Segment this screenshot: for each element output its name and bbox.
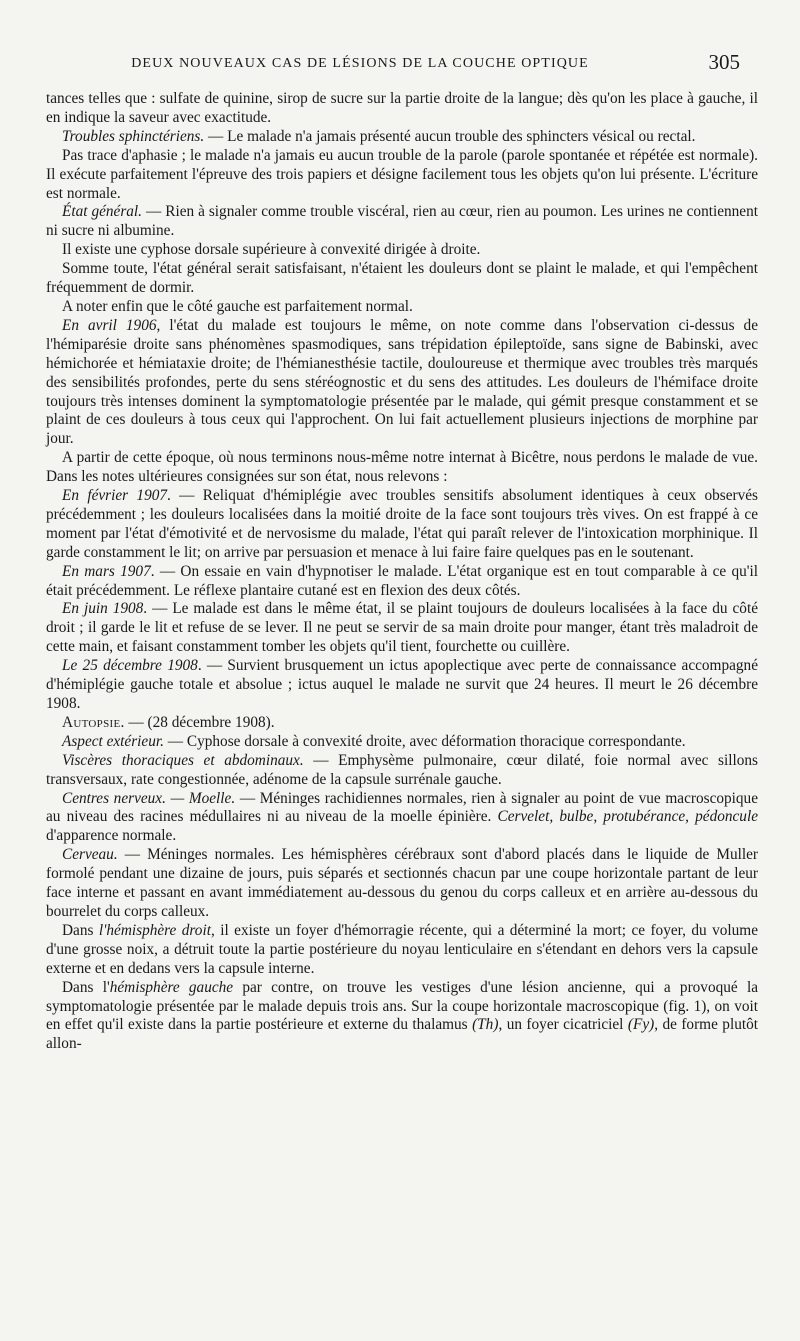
paragraph: En juin 1908. — Le malade est dans le même état, il se plaint toujours de douleurs localisées à la face du côté droit ; il garde le lit et refuse de se lever. Il ne peut se servir de sa main droite pour manger, étant très maladroit de cette main, et faisant constamment tomber les objets qu'il tient, fourchette ou cuillère. — [46, 600, 758, 656]
italic-term: l'hémisphère droit — [98, 921, 211, 939]
paragraph: Autopsie. — (28 décembre 1908). — [62, 713, 275, 731]
date-lead: En juin 1908 — [62, 600, 144, 618]
date-lead: En avril 1906 — [62, 316, 157, 334]
paragraph: tances telles que : sulfate de quinine, sirop de sucre sur la partie droite de la langue; dès qu'on les place à gauche, il en indique la saveur avec exactitude. — [46, 90, 758, 126]
paragraph: Troubles sphinctériens. — Le malade n'a jamais présenté aucun trouble des sphincters vésical ou rectal. — [62, 127, 696, 145]
page-header — [46, 50, 754, 78]
paragraph: Le 25 décembre 1908. — Survient brusquement un ictus apoplectique avec perte de connaissance accompagné d'hémiplégie gauche totale et absolue ; ictus auquel le malade ne survit que 24 heures. Il meurt le 26 décembre 1908. — [46, 657, 758, 712]
paragraph: A noter enfin que le côté gauche est parfaitement normal. — [62, 297, 413, 315]
section-lead: Centres nerveux. — Moelle. — [62, 789, 236, 807]
running-title: DEUX NOUVEAUX CAS DE LÉSIONS DE LA COUCHE OPTIQUE — [131, 56, 589, 71]
paragraph: Dans l'hémisphère gauche par contre, on trouve les vestiges d'une lésion ancienne, qui a provoqué la symptomatologie présentée par le malade depuis trois ans. Sur la coupe horizontale macroscopique (fig. 1), on voit en effet qu'il existe dans la partie postérieure et externe du thalamus (Th), un foyer cicatriciel (Fy), de forme plutôt allon- — [46, 978, 758, 1053]
body-text — [46, 90, 758, 1054]
paragraph: Centres nerveux. — Moelle. — Méninges rachidiennes normales, rien à signaler au point de vue macroscopique au niveau des racines médullaires ni au niveau de la moelle épinière. Cervelet, bulbe, protubérance, pédoncule d'apparence normale. — [46, 789, 758, 845]
section-lead: État général. — [62, 203, 143, 221]
date-lead: En février 1907 — [62, 487, 168, 505]
paragraph: Viscères thoraciques et abdominaux. — Emphysème pulmonaire, cœur dilaté, foie normal avec sillons transversaux, rate congestionnée, adénome de la capsule surrénale gauche. — [46, 751, 758, 788]
section-lead: Troubles sphinctériens. — [62, 127, 205, 145]
paragraph: Cerveau. — Méninges normales. Les hémisphères cérébraux sont d'abord placés dans le liquide de Muller formolé pendant une dizaine de jours, puis séparés et sectionnés chacun par une coupe horizontale partant de leur face interne et passant en avant immédiatement au-dessous du genou du corps calleux et en arrière au-dessous du bourrelet du corps calleux. — [46, 846, 758, 920]
section-lead: Aspect extérieur. — [62, 732, 164, 750]
figure-label: (Th) — [472, 1016, 499, 1034]
paragraph: En février 1907. — Reliquat d'hémiplégie avec troubles sensitifs absolument identiques à ceux observés précédemment ; les douleurs localisées dans la moitié droite de la face sont toujours très vives. On est frappé à ce moment par l'état d'émotivité et de nervosisme du malade, l'état qui paraît relever de l'intoxication morphinique. Il garde constamment le lit; on arrive par persuasion et menace à lui faire faire quelques pas en le soutenant. — [46, 487, 758, 561]
paragraph: Dans l'hémisphère droit, il existe un foyer d'hémorragie récente, qui a déterminé la mort; ce foyer, du volume d'une grosse noix, a détruit toute la partie postérieure du noyau lenticulaire en s'étendant en dehors vers la capsule externe et en dedans vers la capsule interne. — [46, 921, 758, 977]
date-lead: Le 25 décembre 1908 — [62, 657, 198, 675]
section-lead: Viscères thoraciques et abdominaux. — [62, 751, 304, 769]
paragraph: Somme toute, l'état général serait satisfaisant, n'étaient les douleurs dont se plaint le malade, et qui l'empêchent fréquemment de dormir. — [46, 260, 758, 297]
figure-label: (Fy) — [627, 1016, 655, 1034]
paragraph: État général. — Rien à signaler comme trouble viscéral, rien au cœur, rien au poumon. Les urines ne contiennent ni sucre ni albumine. — [46, 203, 758, 240]
paragraph: En mars 1907. — On essaie en vain d'hypnotiser le malade. L'état organique est en tout comparable à ce qu'il était précédemment. Le réflexe plantaire cutané est en flexion des deux côtés. — [46, 562, 758, 599]
paragraph: A partir de cette époque, où nous terminons nous-même notre internat à Bicêtre, nous perdons le malade de vue. Dans les notes ultérieures consignées sur son état, nous relevons : — [46, 449, 758, 486]
italic-list: Cervelet, bulbe, protubérance, pédoncule — [497, 808, 758, 826]
page-number: 305 — [708, 50, 740, 74]
section-lead: Autopsie. — [62, 713, 125, 731]
paragraph: Il existe une cyphose dorsale supérieure à convexité dirigée à droite. — [62, 241, 481, 259]
italic-term: hémisphère gauche — [109, 978, 234, 996]
paragraph: Aspect extérieur. — Cyphose dorsale à convexité droite, avec déformation thoracique correspondante. — [62, 732, 686, 750]
section-lead: Cerveau. — [62, 846, 118, 864]
date-lead: En mars 1907 — [62, 562, 151, 580]
paragraph: En avril 1906, l'état du malade est toujours le même, on note comme dans l'observation ci-dessus de l'hémiparésie droite sans phénomènes spasmodiques, sans trépidation épileptoïde, sans signe de Babinski, avec hémichorée et hémiataxie droite; de l'hémianesthésie tactile, douloureuse et thermique avec troubles très marqués des sensibilités profondes, perte du sens stéréognostic et du sens des attitudes. Les douleurs de l'hémiface droite toujours très intenses dominent la symptomatologie présentée par le malade, qui gémit presque constamment et se plaint de ces douleurs à tous ceux qui l'approchent. On lui fait actuellement plusieurs injections de morphine par jour. — [46, 316, 758, 448]
paragraph: Pas trace d'aphasie ; le malade n'a jamais eu aucun trouble de la parole (parole spontanée et répétée est normale). Il exécute parfaitement l'épreuve des trois papiers et désigne facilement tous les objets qu'on lui présente. L'écriture est normale. — [46, 146, 758, 202]
